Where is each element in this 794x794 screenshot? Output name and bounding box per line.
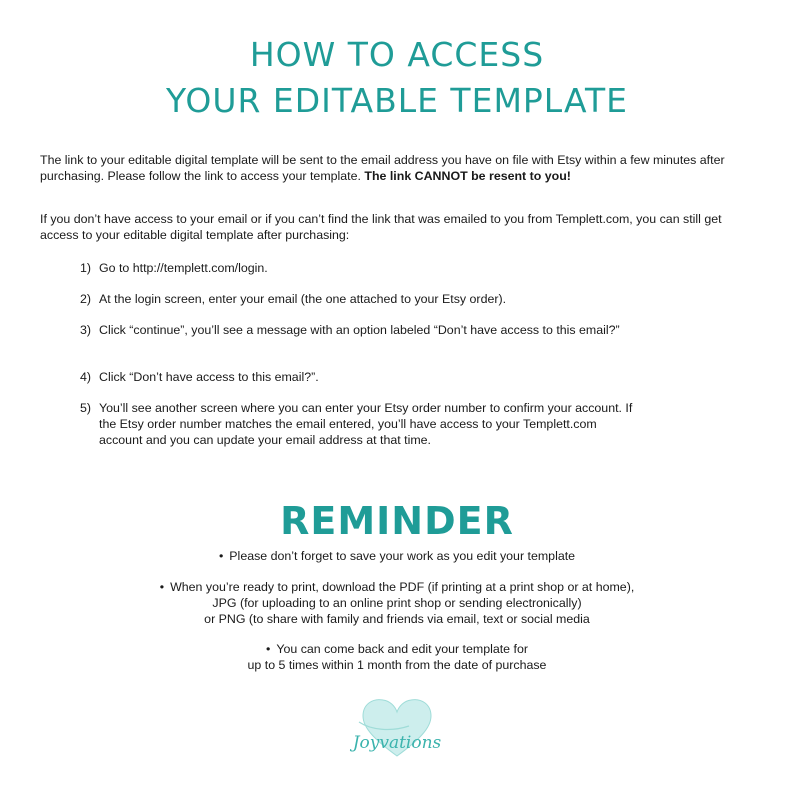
step-number: 1)	[80, 261, 92, 275]
reminder-text-line-2: JPG (for uploading to an online print shop or sending electronically)	[212, 596, 582, 610]
bullet: •	[218, 549, 224, 563]
brand-logo	[345, 692, 449, 772]
step-1	[80, 260, 640, 276]
reminder-text-line-2: up to 5 times within 1 month from the date of purchase	[247, 658, 547, 672]
intro-text: The link to your editable digital template will be sent to the email address you have on file with Etsy within a few minutes after purchasing. Please follow the link to access your template.	[40, 153, 725, 183]
step-number: 3)	[80, 323, 92, 337]
step-text: Click “Don’t have access to this email?”.	[99, 370, 319, 384]
intro-bold-warning: The link CANNOT be resent to you!	[364, 169, 571, 183]
reminder-text-line-1: You can come back and edit your template for	[276, 642, 528, 656]
step-text: You’ll see another screen where you can enter your Etsy order number to confirm your account. If the Etsy order number matches the email entered, you’ll have access to your Templett.com account and you can update your email address at that time.	[99, 401, 633, 447]
reminder-item-save	[0, 548, 794, 564]
step-number: 2)	[80, 292, 92, 306]
step-text: Click “continue”, you’ll see a message with an option labeled “Don’t have access to this email?”	[99, 323, 620, 337]
bullet: •	[159, 580, 165, 594]
reminder-heading: REMINDER	[280, 499, 514, 543]
page-title-line-2: YOUR EDITABLE TEMPLATE	[166, 81, 628, 120]
step-number: 5)	[80, 401, 92, 415]
reminder-text: Please don’t forget to save your work as you edit your template	[229, 549, 576, 563]
step-2	[80, 291, 640, 307]
reminder-text-line-1: When you’re ready to print, download the PDF (if printing at a print shop or at home),	[170, 580, 635, 594]
reminder-item-print	[0, 579, 794, 627]
intro-paragraph	[40, 152, 760, 184]
logo-wordmark: Joyvations	[352, 733, 442, 753]
page-title-line-1: HOW TO ACCESS	[249, 35, 545, 74]
reminder-text-line-3: or PNG (to share with family and friends via email, text or social media	[204, 612, 590, 626]
step-text: At the login screen, enter your email (the one attached to your Etsy order).	[99, 292, 507, 306]
step-text: Go to http://templett.com/login.	[99, 261, 268, 275]
step-5	[80, 400, 640, 448]
reminder-item-edit-limit	[0, 641, 794, 673]
step-4	[80, 369, 640, 385]
step-number: 4)	[80, 370, 92, 384]
access-paragraph: If you don’t have access to your email or if you can’t find the link that was emailed to you from Templett.com, you can still get access to your editable digital template after purchasing:	[40, 212, 722, 242]
bullet: •	[266, 642, 271, 656]
step-3	[80, 322, 640, 338]
